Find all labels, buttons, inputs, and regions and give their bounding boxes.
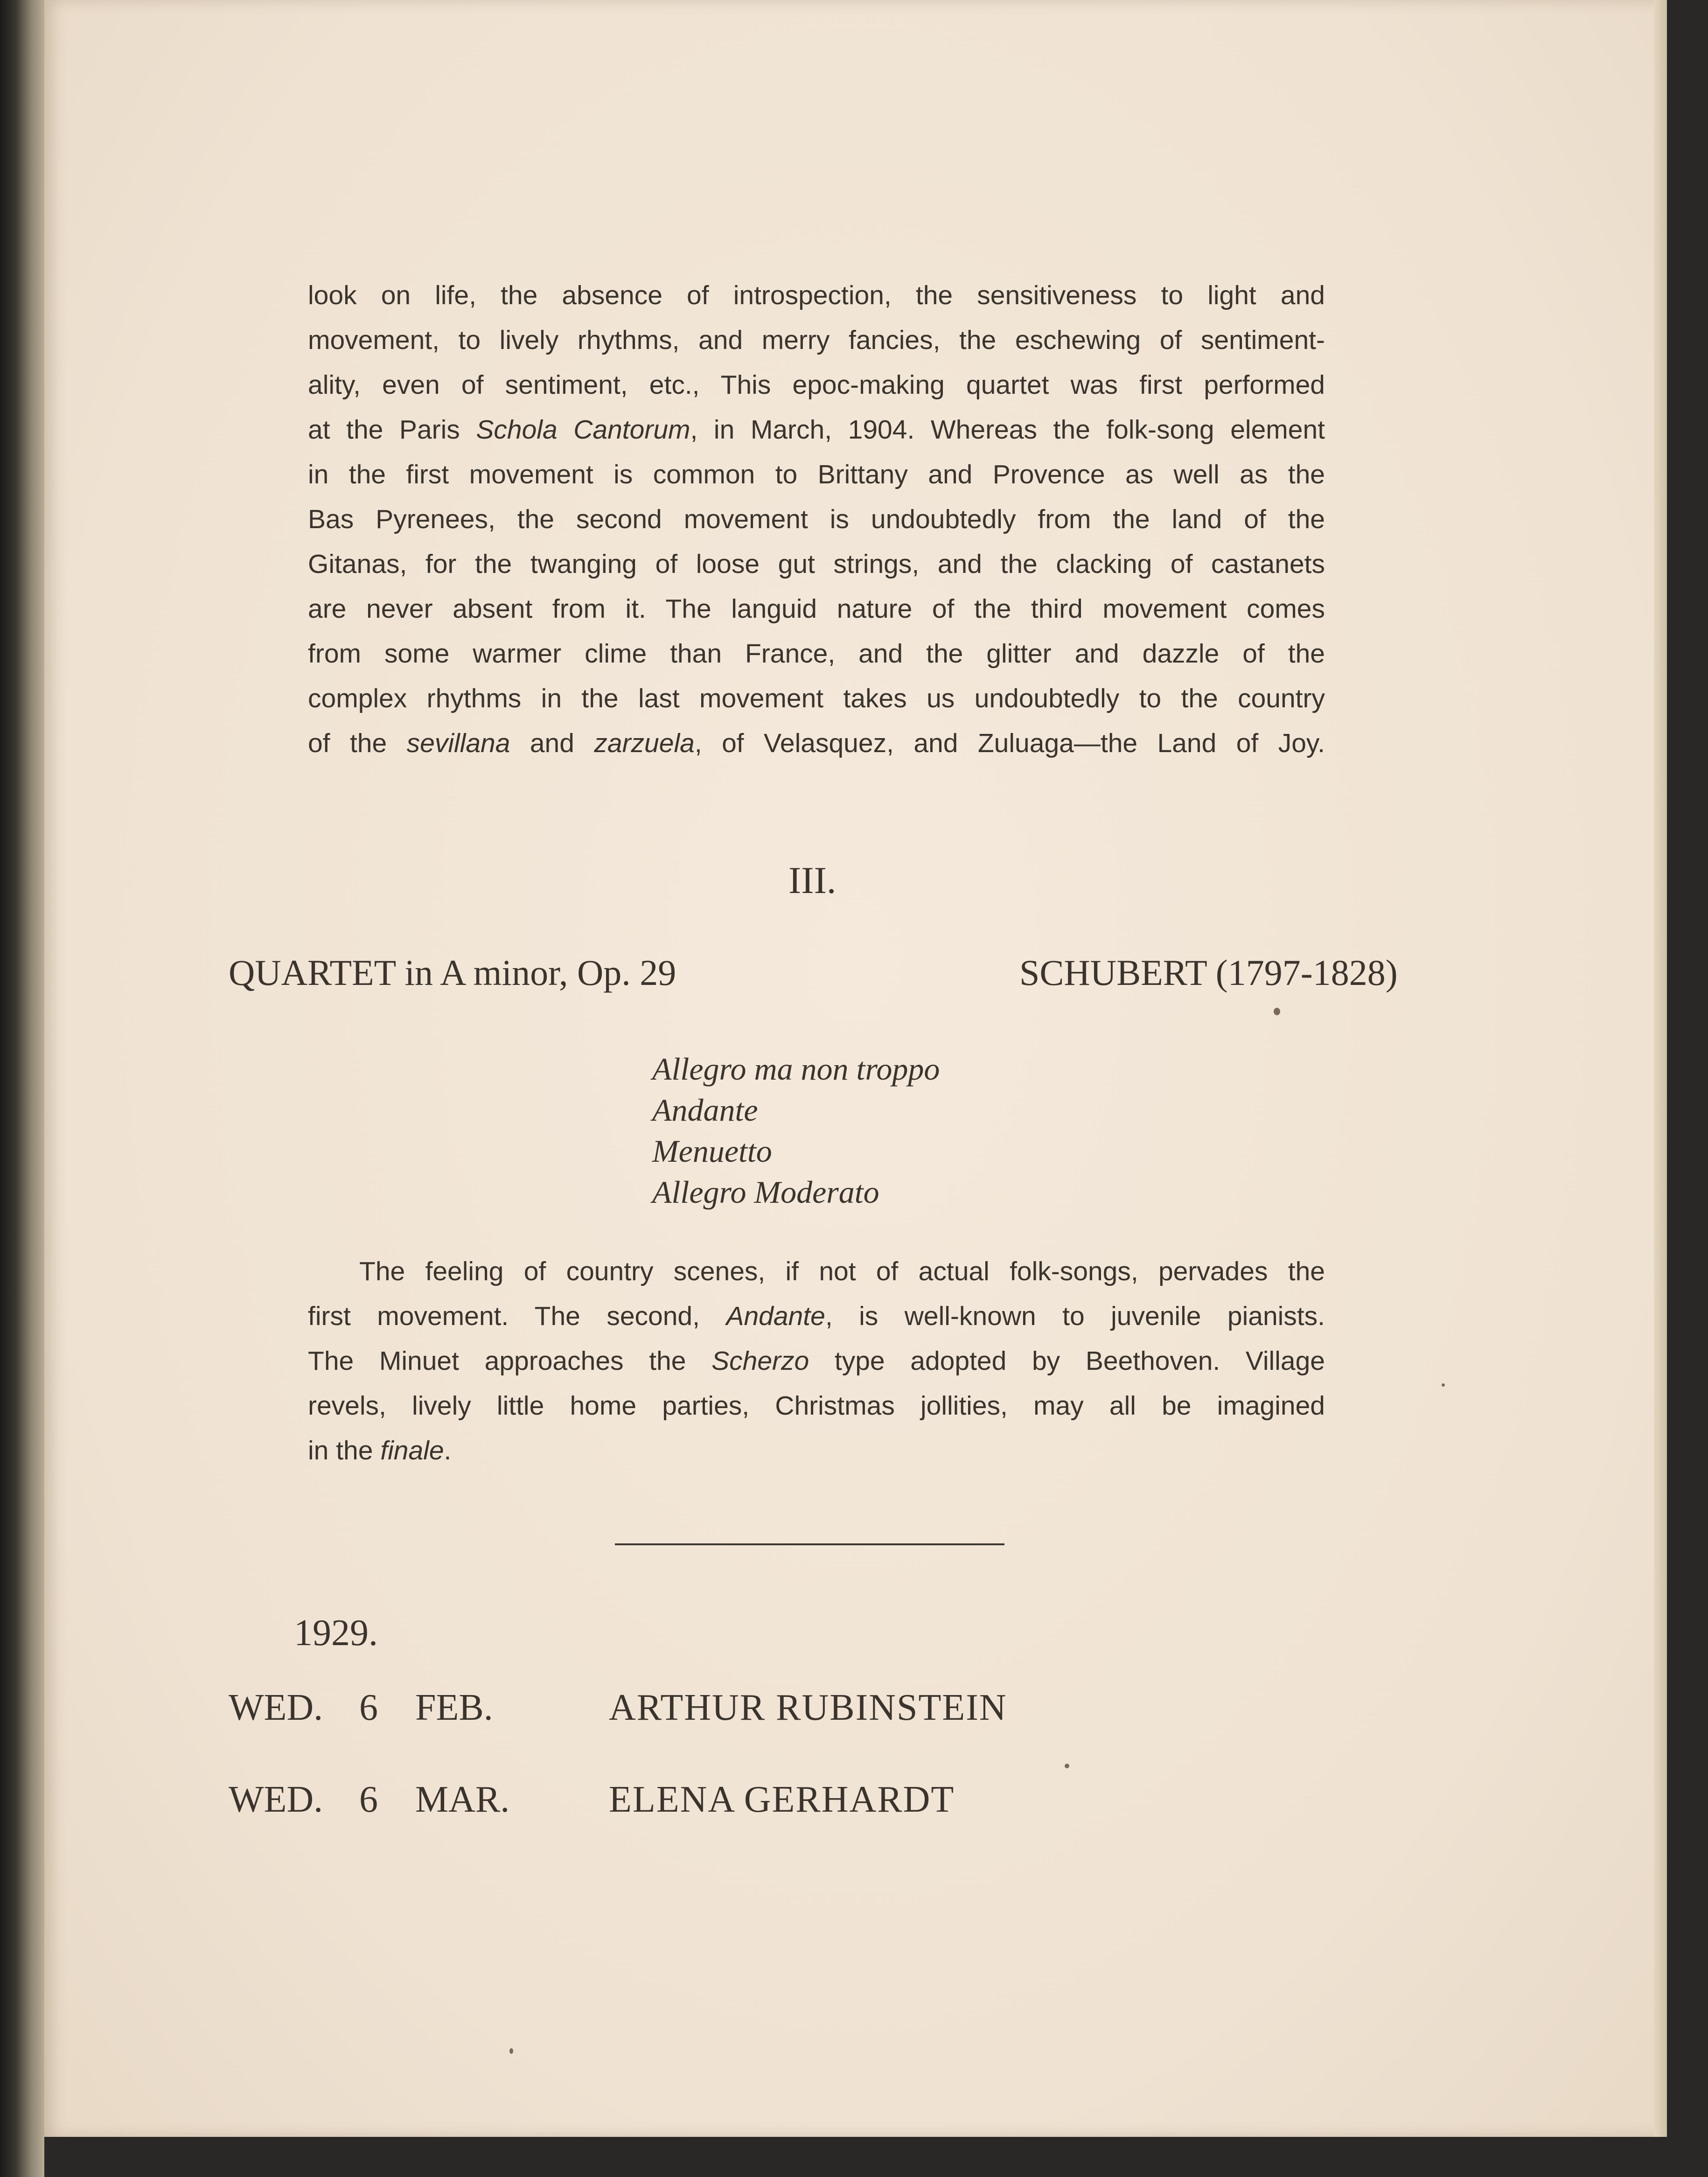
movement-item: Andante [652, 1092, 758, 1128]
section-divider [615, 1543, 1004, 1545]
work-title: QUARTET in A minor, Op. 29 [229, 952, 676, 993]
event-date: 6 [359, 1687, 378, 1728]
event-date: 6 [359, 1779, 378, 1820]
p1-text: at the Paris [308, 415, 476, 445]
p2-line [308, 1345, 1325, 1377]
p2-line [308, 1300, 1325, 1333]
p2-italic: Scherzo [711, 1346, 809, 1376]
p1-line: from some warmer clime than France, and the glitter and dazzle of the [308, 639, 1325, 669]
p1-italic: Schola Cantorum [476, 415, 690, 445]
composer: SCHUBERT (1797-1828) [1019, 952, 1398, 993]
event-month: MAR. [415, 1779, 510, 1820]
p1-line: are never absent from it. The languid nature of the third movement comes [308, 594, 1325, 624]
paper-speck [509, 2048, 513, 2054]
p1-italic: sevillana [406, 728, 510, 758]
paper-speck [1065, 1764, 1069, 1768]
p2-text: first movement. The second, [308, 1301, 726, 1331]
p2-text: . [444, 1436, 452, 1465]
movement-item: Allegro Moderato [652, 1174, 879, 1210]
p2-italic: finale [380, 1436, 444, 1465]
p2-text: type adopted by Beethoven. Village [809, 1346, 1325, 1376]
p1-text: of the [308, 728, 407, 758]
schedule-year: 1929. [294, 1612, 378, 1654]
book-spine [0, 0, 44, 2177]
p1-text: and [510, 728, 594, 758]
p1-text: , of Velasquez, and Zuluaga—the Land of Joy. [694, 728, 1325, 758]
p2-italic: Andante [726, 1301, 825, 1331]
page-edge [1654, 0, 1667, 2137]
p2-line [308, 1434, 1325, 1467]
p1-line: Bas Pyrenees, the second movement is undoubtedly from the land of the [308, 504, 1325, 534]
event-day: WED. [229, 1779, 323, 1820]
event-month: FEB. [415, 1687, 493, 1728]
paper-speck [1442, 1383, 1445, 1387]
p2-line: The feeling of country scenes, if not of actual folk-songs, pervades the [359, 1256, 1325, 1286]
event-artist: ARTHUR RUBINSTEIN [609, 1687, 1007, 1728]
p1-text: , in March, 1904. Whereas the folk-song element [690, 415, 1325, 445]
p2-text: The Minuet approaches the [308, 1346, 712, 1376]
p1-line: movement, to lively rhythms, and merry fancies, the eschewing of sentiment- [308, 325, 1325, 355]
p2-text: in the [308, 1436, 381, 1465]
p1-line [308, 727, 1325, 760]
p1-line: Gitanas, for the twanging of loose gut strings, and the clacking of castanets [308, 549, 1325, 579]
p1-line [308, 413, 1325, 446]
p2-line: revels, lively little home parties, Christmas jollities, may all be imagined [308, 1391, 1325, 1421]
p1-italic: zarzuela [594, 728, 695, 758]
p1-line: in the first movement is common to Brittany and Provence as well as the [308, 460, 1325, 489]
event-artist: ELENA GERHARDT [609, 1779, 955, 1820]
event-day: WED. [229, 1687, 323, 1728]
p1-line: complex rhythms in the last movement takes us undoubtedly to the country [308, 684, 1325, 713]
p2-text: , is well-known to juvenile pianists. [825, 1301, 1325, 1331]
paper-speck [1274, 1008, 1280, 1015]
p1-line: ality, even of sentiment, etc., This epoc-making quartet was first performed [308, 370, 1325, 400]
movement-item: Allegro ma non troppo [652, 1051, 940, 1087]
movement-item: Menuetto [652, 1133, 772, 1169]
p1-line: look on life, the absence of introspection, the sensitiveness to light and [308, 280, 1325, 310]
section-number: III. [788, 859, 837, 901]
